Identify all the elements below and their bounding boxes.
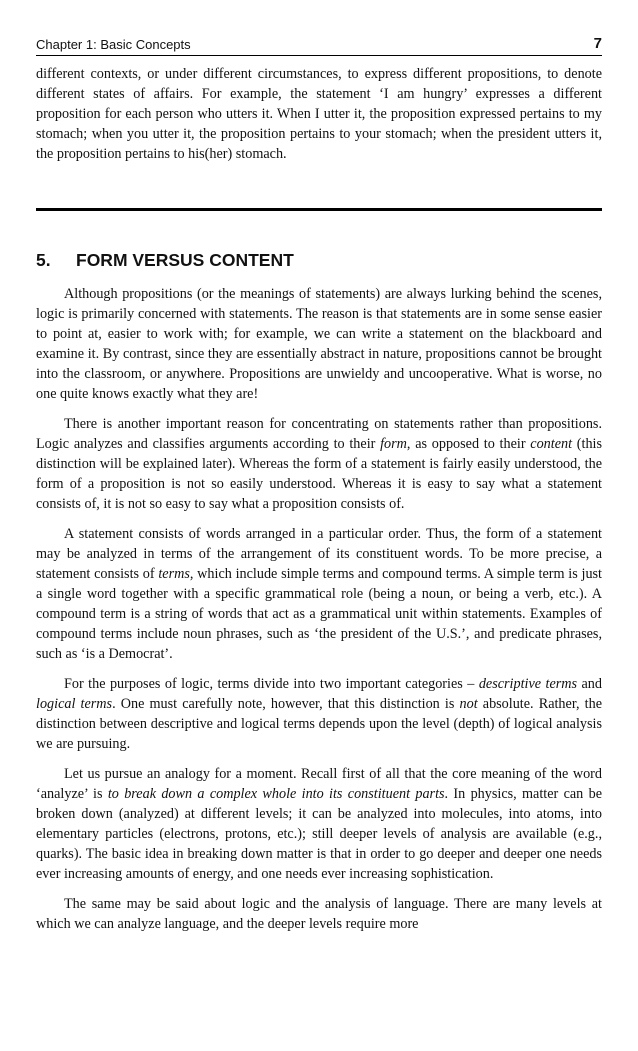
section-heading xyxy=(36,250,294,271)
paragraph-5 xyxy=(36,764,602,884)
emphasis-terms: terms xyxy=(158,566,190,582)
paragraph-3 xyxy=(36,524,602,664)
paragraph-2-text: , as opposed to their xyxy=(406,436,531,452)
section-number: 5. xyxy=(36,250,51,270)
intro-block xyxy=(36,64,602,164)
emphasis-definition: to break down a complex whole into its constituent parts xyxy=(107,786,445,802)
paragraph-4-text: and xyxy=(577,676,602,692)
section-body xyxy=(36,284,602,944)
header-divider xyxy=(36,55,602,56)
intro-paragraph: different contexts, or under different circumstances, to express different propositions, to denote different states of affairs. For example, the statement ‘I am hungry’ expresses a different proposition for each person who utters it. When I utter it, the proposition expressed pertains to my stomach; when you utter it, the proposition pertains to your stomach; when the president utters it, the proposition pertains to his(her) stomach. xyxy=(36,66,602,162)
chapter-title: Chapter 1: Basic Concepts xyxy=(36,37,191,52)
paragraph-5-text: . In physics, matter can be broken down (analyzed) at different levels; it can be analyzed into molecules, into atoms, into elementary particles (electrons, protons, etc.); still deeper levels of analysis are available (e.g., quarks). The basic idea in breaking down matter is that in order to go deeper and deeper one needs ever increasing amounts of energy, and one needs ever increasing sophistication. xyxy=(36,786,602,882)
paragraph-4 xyxy=(36,674,602,754)
paragraph-6: The same may be said about logic and the analysis of language. There are many levels at which we can analyze language, and the deeper levels require more xyxy=(36,896,602,932)
paragraph-3-text: A statement consists of words arranged in a particular order. Thus, the form of a statement may be analyzed in terms of the arrangement of its constituent words. To be more precise, a statement consists of xyxy=(36,526,602,582)
page-number: 7 xyxy=(593,35,602,52)
paragraph-5-text: Let us pursue an analogy for a moment. Recall first of all that the core meaning of the word ‘analyze’ is xyxy=(36,766,602,802)
paragraph-4-text: absolute. Rather, the distinction between descriptive and logical terms depends upon the level (depth) of logical analysis we are pursuing. xyxy=(36,696,602,752)
section-title: FORM VERSUS CONTENT xyxy=(76,250,294,270)
emphasis-descriptive-terms: descriptive terms xyxy=(478,676,578,692)
emphasis-form: form xyxy=(380,436,407,452)
paragraph-4-text: For the purposes of logic, terms divide into two important categories – xyxy=(64,676,479,692)
section-divider xyxy=(36,208,602,211)
paragraph-1: Although propositions (or the meanings of statements) are always lurking behind the scenes, logic is primarily concerned with statements. The reason is that statements are in some sense easier to point at, easier to work with; for example, we can write a statement on the blackboard and examine it. By contrast, since they are essentially abstract in nature, propositions cannot be brought into the classroom, or anywhere. Propositions are unwieldy and uncooperative. What is worse, no one quite knows exactly what they are! xyxy=(36,286,602,402)
emphasis-not: not xyxy=(459,696,478,712)
paragraph-2 xyxy=(36,414,602,514)
paragraph-3-text: , which include simple terms and compound terms. A simple term is just a single word together with a specific grammatical role (being a noun, or being a verb, etc.). A compound term is a string of words that act as a grammatical unit within statements. Examples of compound terms include noun phrases, such as ‘the president of the U.S.’, and predicate phrases, such as ‘is a Democrat’. xyxy=(36,566,602,662)
paragraph-2-text: (this distinction will be explained later). Whereas the form of a statement is fairly easily understood, the form of a proposition is not so easily understood. Whereas it is easy to say what a statement consists of, it is not so easy to say what a proposition consists of. xyxy=(36,436,603,512)
emphasis-content: content xyxy=(530,436,573,452)
paragraph-2-text: There is another important reason for concentrating on statements rather than propositions. Logic analyzes and classifies arguments according to their xyxy=(36,416,602,452)
paragraph-4-text: . One must carefully note, however, that this distinction is xyxy=(112,696,460,712)
running-header xyxy=(36,30,602,52)
emphasis-logical-terms: logical terms xyxy=(36,696,113,712)
